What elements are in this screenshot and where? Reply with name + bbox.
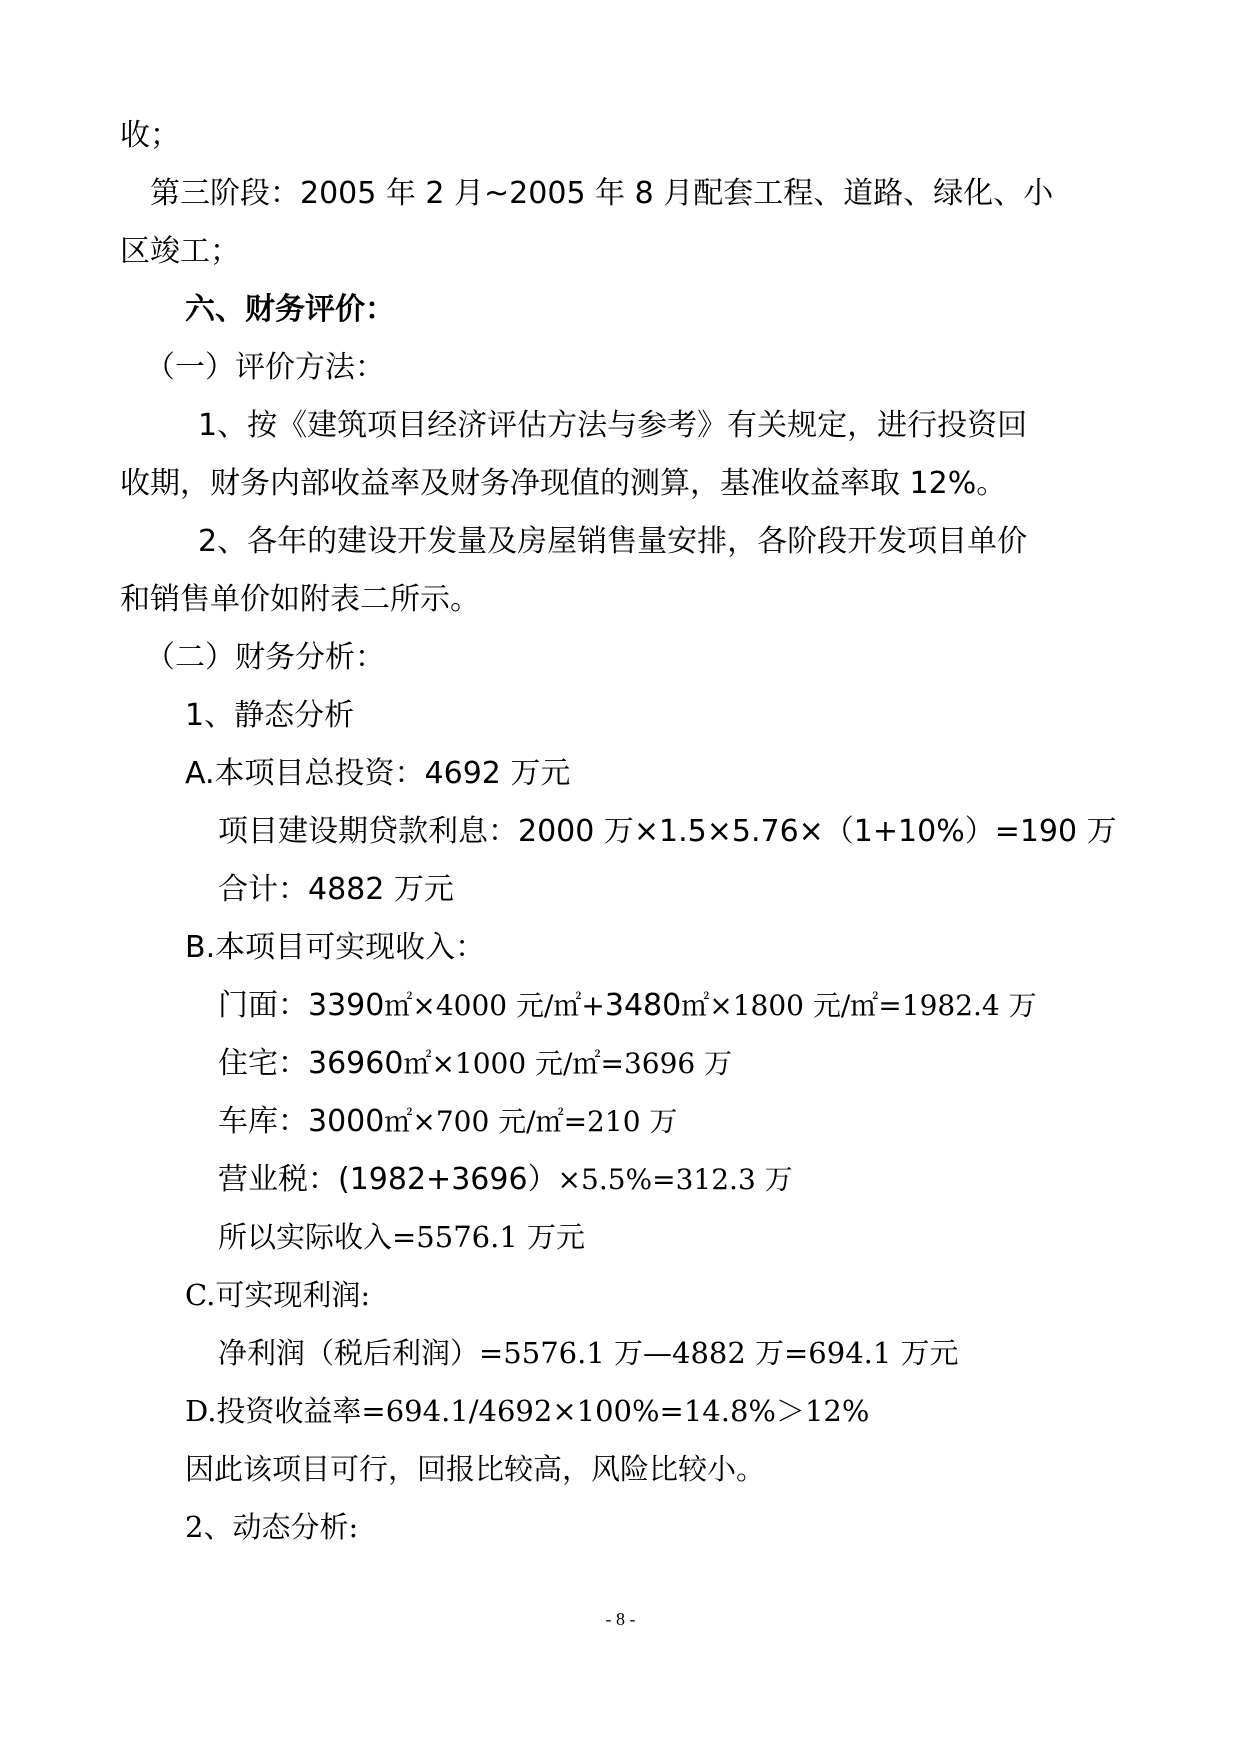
text-segment: 车库：3000 [218, 1104, 385, 1139]
text-segment: ㎡×1800 元/㎡=1982.4 万 [681, 989, 1037, 1022]
page-number: - 8 - [605, 1609, 636, 1629]
text-segment: ㎡×1000 元/㎡=3696 万 [403, 1047, 733, 1080]
text-line: 净利润（税后利润）=5576.1 万—4882 万=694.1 万元 [218, 1336, 959, 1370]
text-line: 项目建设期贷款利息：2000 万×1.5×5.76×（1+10%）=190 万 [218, 814, 1117, 849]
text-segment: ×5.5%=312.3 万 [557, 1163, 793, 1196]
text-segment: 门面：3390 [218, 988, 385, 1023]
text-line: 区竣工； [120, 234, 240, 269]
text-line: 收； [120, 118, 180, 153]
subsection-heading: （一）评价方法： [145, 350, 385, 385]
text-line [218, 1104, 678, 1139]
text-line: 1、按《建筑项目经济评估方法与参考》有关规定，进行投资回 [198, 408, 1028, 443]
text-line: 收期，财务内部收益率及财务净现值的测算，基准收益率取 12%。 [120, 466, 1007, 501]
text-line: 第三阶段：2005 年 2 月~2005 年 8 月配套工程、道路、绿化、小 [150, 176, 1054, 211]
text-line: B.本项目可实现收入： [185, 930, 486, 965]
text-line: 1、静态分析 [185, 698, 355, 733]
text-line: 和销售单价如附表二所示。 [120, 582, 480, 617]
text-line: A.本项目总投资：4692 万元 [185, 756, 571, 791]
text-line: 合计：4882 万元 [218, 872, 454, 907]
text-segment: ㎡×700 元/㎡=210 万 [384, 1105, 678, 1138]
text-line: 所以实际收入=5576.1 万元 [218, 1220, 585, 1254]
text-line [218, 1046, 733, 1081]
text-line: C.可实现利润: [185, 1278, 371, 1312]
text-line [218, 1162, 793, 1197]
text-line [218, 988, 1037, 1023]
text-segment: 营业税：(1982+3696） [218, 1162, 558, 1197]
text-line: 因此该项目可行，回报比较高，风险比较小。 [185, 1452, 766, 1486]
text-segment: 3480 [604, 988, 682, 1023]
text-segment: 住宅：36960 [218, 1046, 404, 1081]
text-segment: ㎡×4000 元/㎡+ [384, 989, 605, 1022]
subsection-heading: （二）财务分析： [145, 640, 385, 675]
text-line: 2、各年的建设开发量及房屋销售量安排，各阶段开发项目单价 [198, 524, 1028, 559]
text-line: 2、动态分析: [185, 1510, 359, 1544]
section-heading: 六、财务评价： [185, 292, 395, 327]
text-line: D.投资收益率=694.1/4692×100%=14.8%＞12% [185, 1394, 870, 1428]
